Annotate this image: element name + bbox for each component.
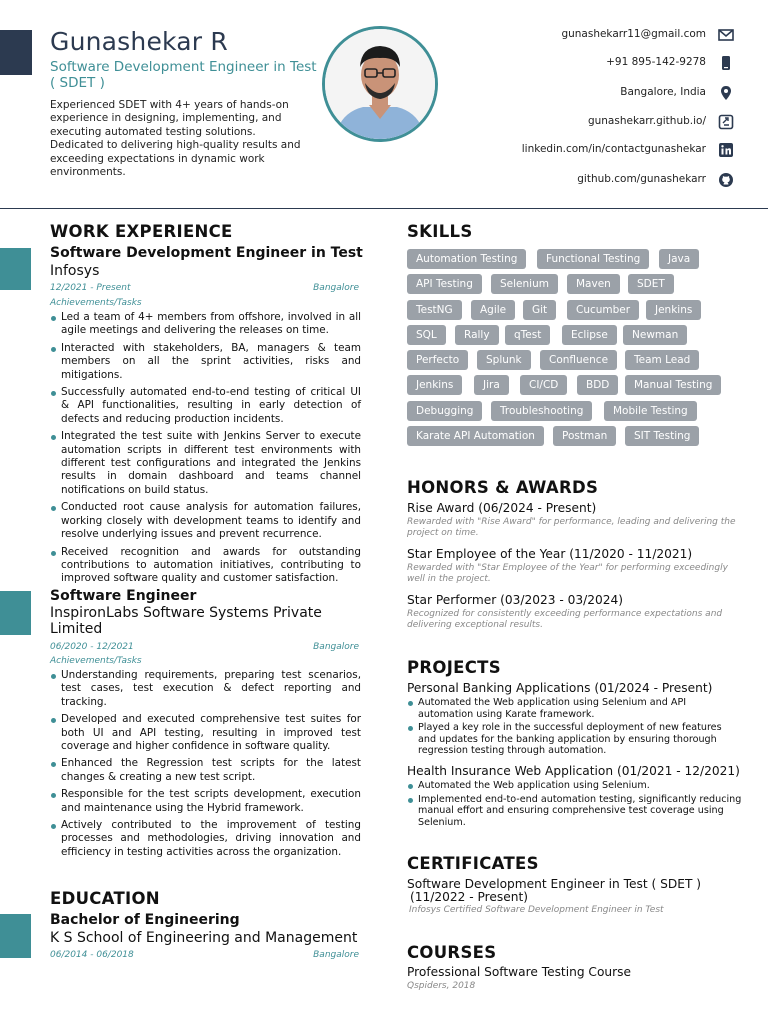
award-description: Rewarded with "Star Employee of the Year" for performing exceedingly well in the project. [407,563,728,584]
project-title: Health Insurance Web Application (01/2021 - 12/2021) [407,764,740,778]
website-icon [718,114,734,130]
skill-tag: Confluence [540,350,617,370]
skill-tag: Functional Testing [537,249,649,269]
degree: Bachelor of Engineering [50,912,240,928]
course-title: Professional Software Testing Course [407,965,631,979]
job-accent-block [0,591,31,635]
list-item: Actively contributed to the improvement of testing processes and methodologies, driving innovation and efficiency in testing activities across the organization. [50,819,361,859]
skill-tag: CI/CD [520,375,567,395]
achievements-label: Achievements/Tasks [50,656,142,666]
education-dates: 06/2014 - 06/2018 [50,950,134,960]
projects-heading: PROJECTS [407,658,501,677]
contact-github[interactable]: github.com/gunashekarr [577,173,706,185]
phone-icon [718,55,734,71]
skill-tag: Manual Testing [625,375,721,395]
certificate-description: Infosys Certified Software Development Engineer in Test [409,905,664,915]
skill-tag: Troubleshooting [491,401,592,421]
skill-tag: Selenium [491,274,558,294]
job-dates: 12/2021 - Present [50,283,131,293]
skill-tag: Jenkins [407,375,462,395]
skill-tag: API Testing [407,274,482,294]
award-title: Star Employee of the Year (11/2020 - 11/2021) [407,547,693,561]
job-accent-block [0,248,31,290]
job-dates: 06/2020 - 12/2021 [50,642,134,652]
job-location: Bangalore [313,642,359,652]
job-company: Infosys [50,263,100,279]
header-accent-block [0,30,32,75]
certificate-title: Software Development Engineer in Test ( SDET ) [407,877,702,891]
skills-tags [407,249,747,449]
award-description: Rewarded with "Rise Award" for performance, leading and delivering the project on time. [407,517,736,538]
project-title: Personal Banking Applications (01/2024 - Present) [407,681,713,695]
list-item: Automated the Web application using Selenium and API automation using Karate framework. [407,697,742,720]
list-item: Interacted with stakeholders, BA, managers & team members on all the sprint activities, risks and mitigations. [50,342,361,382]
achievements-label: Achievements/Tasks [50,298,142,308]
courses-heading: COURSES [407,943,497,962]
profile-photo [322,26,438,142]
skill-tag: Mobile Testing [604,401,697,421]
skill-tag: SIT Testing [625,426,699,446]
candidate-name: Gunashekar R [50,27,228,56]
award-description: Recognized for consistently exceeding performance expectations and delivering exceptional results. [407,609,723,630]
job-bullets [50,669,361,859]
skill-tag: Karate API Automation [407,426,544,446]
skill-tag: TestNG [407,300,462,320]
github-icon [718,172,734,188]
course-description: Qspiders, 2018 [407,981,476,991]
contact-location: Bangalore, India [620,86,706,98]
certificates-heading: CERTIFICATES [407,854,539,873]
skill-tag: Newman [623,325,687,345]
envelope-icon [718,27,734,43]
skill-tag: Agile [471,300,515,320]
list-item: Integrated the test suite with Jenkins Server to execute automation scripts in different test environments with different test configurations and integrated the Jenkins results in domain dashboard and teams channel notifications on build status. [50,430,361,497]
list-item: Led a team of 4+ members from offshore, involved in all agile meetings and delivering the releases on time. [50,311,361,338]
education-accent-block [0,914,31,958]
list-item: Responsible for the test scripts development, execution and maintenance using the Hybrid framework. [50,788,361,815]
list-item: Implemented end-to-end automation testing, significantly reducing manual effort and ensuring comprehensive test coverage using Selenium. [407,794,742,829]
award-title: Rise Award (06/2024 - Present) [407,501,597,515]
linkedin-icon [718,142,734,158]
skill-tag: Splunk [477,350,531,370]
list-item: Understanding requirements, preparing test scenarios, test cases, test execution & defect reporting and tracking. [50,669,361,709]
job-bullets [50,311,361,586]
skill-tag: Postman [553,426,616,446]
skill-tag: Cucumber [567,300,639,320]
work-experience-heading: WORK EXPERIENCE [50,222,233,241]
skills-heading: SKILLS [407,222,473,241]
education-heading: EDUCATION [50,889,160,908]
list-item: Received recognition and awards for outstanding contributions to automation initiatives, contributing to improved software quality and customer satisfaction. [50,546,361,586]
skill-tag: SDET [628,274,674,294]
summary: Experienced SDET with 4+ years of hands-on experience in designing, implementing, and executing automated testing solutions. Dedicated to delivering high-quality results and exceeding expectations in dynamic work environments. [50,99,301,179]
job-title: Software Engineer [50,588,197,604]
header-divider [0,208,768,209]
skill-tag: Perfecto [407,350,468,370]
skill-tag: Eclipse [562,325,617,345]
honors-heading: HONORS & AWARDS [407,478,599,497]
list-item: Developed and executed comprehensive test suites for both UI and API testing, resulting in improved test coverage and higher confidence in software quality. [50,713,361,753]
skill-tag: SQL [407,325,446,345]
location-pin-icon [718,85,734,101]
project-bullets [407,780,742,828]
certificate-dates: (11/2022 - Present) [410,890,529,904]
list-item: Played a key role in the successful deployment of new features and updates for the banking application by ensuring thorough regression testing through automation. [407,722,742,757]
list-item: Automated the Web application using Selenium. [407,780,742,792]
contact-email[interactable]: gunashekarr11@gmail.com [561,28,706,40]
skill-tag: Jenkins [646,300,701,320]
contact-phone[interactable]: +91 895-142-9278 [606,56,706,68]
contact-website[interactable]: gunashekarr.github.io/ [587,115,706,127]
candidate-title: Software Development Engineer in Test ( SDET ) [50,59,317,91]
school: K S School of Engineering and Management [50,930,358,946]
skill-tag: Git [523,300,556,320]
skill-tag: Team Lead [625,350,699,370]
skill-tag: Java [659,249,699,269]
skill-tag: qTest [505,325,550,345]
project-bullets [407,697,742,757]
list-item: Conducted root cause analysis for automation failures, working closely with development teams to identify and resolve underlying issues and prevent recurrence. [50,501,361,541]
job-location: Bangalore [313,283,359,293]
award-title: Star Performer (03/2023 - 03/2024) [407,593,624,607]
job-company: InspironLabs Software Systems Private Limited [50,605,322,637]
skill-tag: Rally [455,325,499,345]
list-item: Successfully automated end-to-end testing of critical UI & API functionalities, resulting in early detection of defects and reducing production incidents. [50,386,361,426]
education-location: Bangalore [313,950,359,960]
contact-linkedin[interactable]: linkedin.com/in/contactgunashekar [521,143,706,155]
skill-tag: Automation Testing [407,249,526,269]
skill-tag: Jira [474,375,509,395]
list-item: Enhanced the Regression test scripts for the latest changes & creating a new test script. [50,757,361,784]
job-title: Software Development Engineer in Test [50,245,363,261]
skill-tag: BDD [577,375,618,395]
skill-tag: Maven [567,274,620,294]
skill-tag: Debugging [407,401,482,421]
